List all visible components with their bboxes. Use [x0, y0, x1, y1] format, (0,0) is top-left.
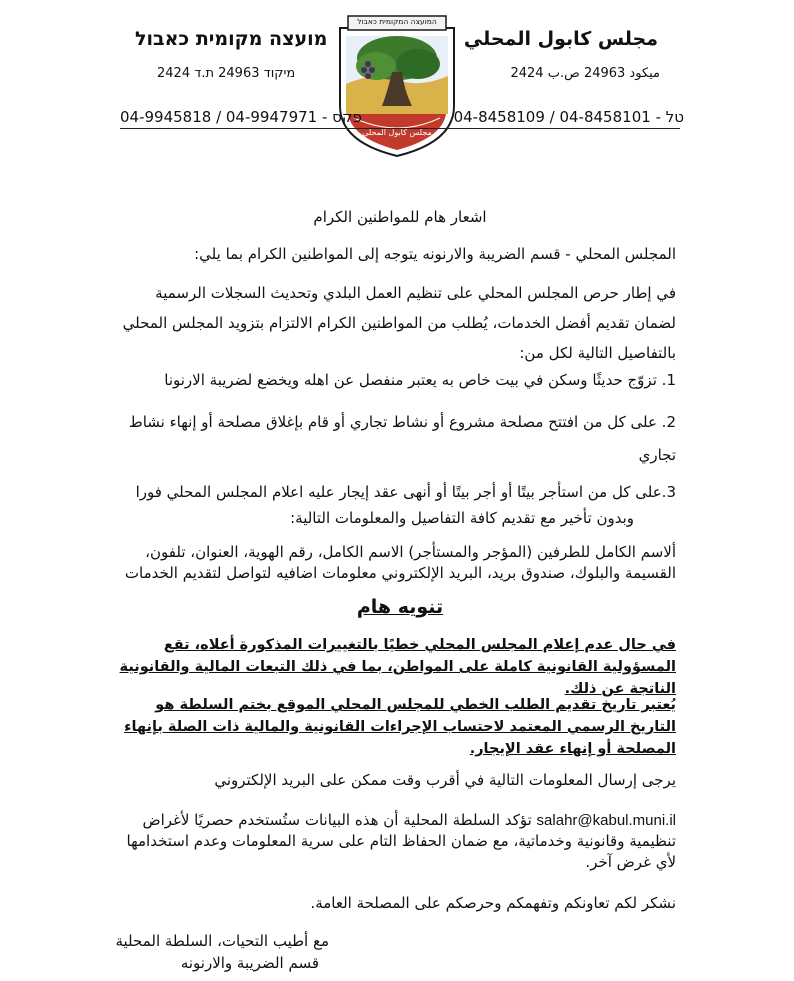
list-item: 2. على كل من افتتح مصلحة مشروع أو نشاط تجاري أو قام بإغلاق مصلحة أو إنهاء نشاط تجاري [128, 413, 676, 464]
privacy-text: تؤكد السلطة المحلية أن هذه البيانات ستُستخدم حصريًا لأغراض تنظيمية وقانونية وخدماتية، مع ضمان الحفاظ التام على سرية المعلومات وعدم استخدامها لأي غرض آخر. [126, 811, 676, 871]
delay-line: وبدون تأخير مع تقديم كافة التفاصيل والمعلومات التالية: [290, 509, 634, 527]
olive-tree-icon [334, 14, 460, 160]
fax-numbers: 04-9945818 / 04-9947971 [120, 108, 318, 126]
email-request: يرجى إرسال المعلومات التالية في أقرب وقت ممكن على البريد الإلكتروني [214, 771, 676, 789]
tel-label: טל - [655, 108, 684, 126]
tel-numbers: 04-8458109 / 04-8458101 [453, 108, 651, 126]
council-address-arabic: ميكود 24963 ص.ب 2424 [510, 66, 660, 81]
privacy-paragraph [114, 810, 676, 873]
context-paragraph: في إطار حرص المجلس المحلي على تنظيم العمل البلدي وتحديث السجلات الرسمية لضمان تقديم أفضل الخدمات، يُطلب من المواطنين الكرام الالتزام بتزويد المجلس المحلي بالتفاصيل التالية لكل من: [122, 284, 676, 362]
requirements-list [116, 370, 676, 503]
contact-row [454, 108, 684, 126]
thanks-line: نشكر لكم تعاونكم وتفهمكم وحرصكم على المصلحة العامة. [310, 894, 676, 912]
required-details: ألاسم الكامل للطرفين (المؤجر والمستأجر) الاسم الكامل، رقم الهوية، العنوان، تلفون، القسيمة والبلوك، صندوق بريد، البريد الإلكتروني معلومات اضافيه لتواصل لتقديم الخدمات [124, 543, 676, 582]
fax-label: פקס - [321, 108, 362, 126]
important-note-title: تنويه هام [356, 596, 444, 618]
logo-bottom-text: مجلس كابول المحلي [362, 128, 432, 137]
list-item: 3.على كل من استأجر بيتًا أو أجر بيتًا أو أنهى عقد إيجار عليه اعلام المجلس المحلي فورا [135, 483, 676, 501]
header-divider [120, 128, 680, 129]
council-logo [334, 14, 460, 160]
logo-top-text: המועצה המקומית כאבול [357, 17, 437, 26]
council-name-hebrew: מועצה מקומית כאבול [135, 28, 328, 50]
notice-heading: اشعار هام للمواطنين الكرام [313, 208, 487, 226]
regards-line: مع أطيب التحيات، السلطة المحلية [115, 932, 329, 950]
warning-paragraph-1: في حال عدم إعلام المجلس المحلي خطيًا بالتغييرات المذكورة أعلاه، تقع المسؤولية القانونية كاملة على المواطن، بما في ذلك التبعات المالية والقانونية الناتجة عن ذلك. [119, 637, 676, 697]
intro-paragraph: المجلس المحلي - قسم الضريبة والارنونه يتوجه إلى المواطنين الكرام بما يلي: [194, 245, 676, 263]
council-name-arabic: مجلس كابول المحلي [463, 28, 658, 50]
list-item: 1. تزوّج حديثًا وسكن في بيت خاص به يعتبر منفصل عن اهله ويخضع لضريبة الارنونا [164, 371, 676, 389]
council-address-hebrew: מיקוד 24963 ת.ד 2424 [157, 66, 296, 81]
email-link[interactable]: salahr@kabul.muni.il [536, 812, 676, 829]
fax-row [120, 108, 362, 126]
department-line: قسم الضريبة والارنونه [180, 954, 319, 972]
warning-paragraph-2: يُعتبر تاريخ تقديم الطلب الخطي للمجلس المحلي الموقع بختم السلطة هو التاريخ الرسمي المعتمد لاحتساب الإجراءات القانونية والمالية ذات الصلة بإنهاء المصلحة أو إنهاء عقد الإيجار. [124, 697, 676, 757]
